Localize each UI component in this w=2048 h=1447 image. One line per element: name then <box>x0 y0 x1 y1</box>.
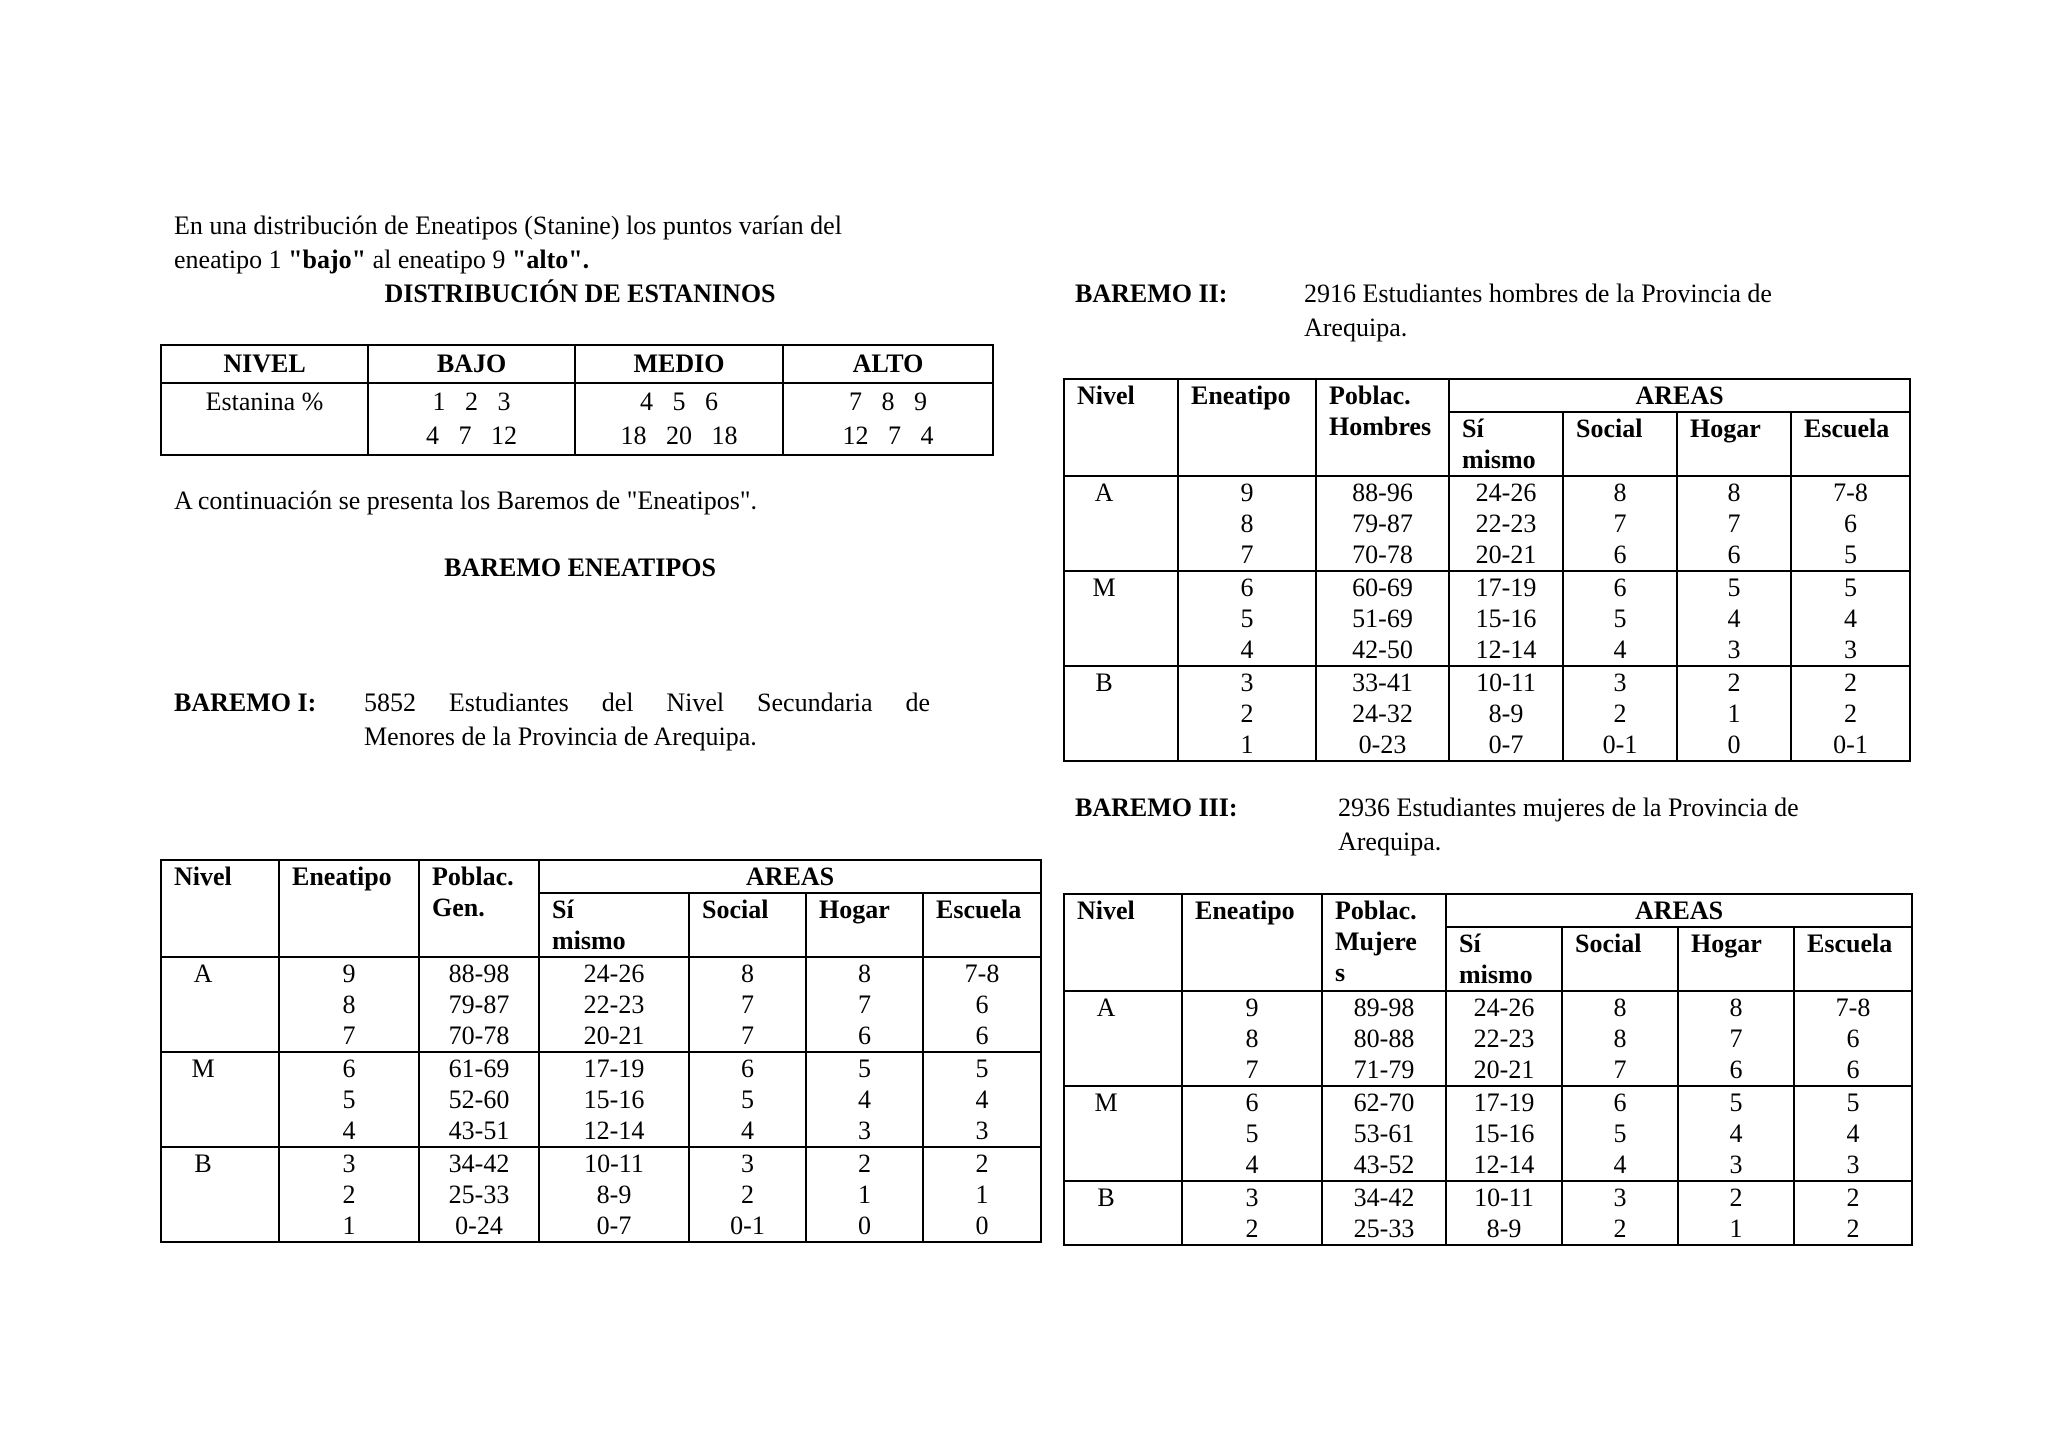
baremo2-cell-eneatipo: 7 <box>1178 539 1316 571</box>
baremo3-header-si: Sí <box>1459 929 1481 958</box>
stanine-header-nivel: NIVEL <box>161 345 368 383</box>
baremo3-cell-social: 6 <box>1562 1086 1678 1118</box>
baremo3-cell-escuela: 7-8 <box>1794 991 1912 1023</box>
intro-line-2-pre: eneatipo 1 <box>174 245 289 274</box>
baremo1-cell-poblacion: 0-24 <box>419 1210 539 1242</box>
stanine-row-label <box>161 383 368 455</box>
baremo1-cell-escuela: 6 <box>923 1020 1041 1052</box>
baremo1-header-mismo: mismo <box>552 926 626 955</box>
baremo1-cell-social: 3 <box>689 1147 806 1179</box>
baremo3-cell-si-mismo: 10-11 <box>1446 1181 1562 1213</box>
baremo2-cell-si-mismo: 8-9 <box>1449 698 1563 729</box>
baremo1-header-eneatipo: Eneatipo <box>279 860 419 957</box>
stanine-row-label-text: Estanina % <box>205 387 324 416</box>
baremo3-header-escuela: Escuela <box>1794 927 1912 991</box>
baremo2-cell-escuela: 7-8 <box>1791 476 1910 508</box>
baremo1-cell-poblacion: 25-33 <box>419 1179 539 1210</box>
baremo1-cell-eneatipo: 8 <box>279 989 419 1020</box>
baremo2-cell-eneatipo: 5 <box>1178 603 1316 634</box>
baremo1-cell-si-mismo: 10-11 <box>539 1147 689 1179</box>
baremo2-cell-eneatipo: 1 <box>1178 729 1316 761</box>
baremo1-label: BAREMO I: <box>174 688 317 717</box>
baremo1-cell-escuela: 2 <box>923 1147 1041 1179</box>
baremo1-header-poblacion <box>419 860 539 957</box>
baremo2-header-si: Sí <box>1462 414 1484 443</box>
baremo2-cell-social: 4 <box>1563 634 1677 666</box>
baremo3-cell-escuela: 4 <box>1794 1118 1912 1149</box>
baremo1-header-hogar: Hogar <box>806 893 923 957</box>
baremo2-cell-poblacion: 42-50 <box>1316 634 1449 666</box>
baremo2-cell-poblacion: 70-78 <box>1316 539 1449 571</box>
baremo3-table-row <box>1064 1181 1912 1213</box>
baremo2-header-row-1 <box>1064 379 1910 412</box>
baremo2-table <box>1063 378 1911 762</box>
baremo1-cell-poblacion: 79-87 <box>419 989 539 1020</box>
baremo2-cell-si-mismo: 17-19 <box>1449 571 1563 603</box>
baremo3-cell-eneatipo: 6 <box>1182 1086 1322 1118</box>
baremo3-cell-poblacion: 89-98 <box>1322 991 1446 1023</box>
baremo1-cell-eneatipo: 5 <box>279 1084 419 1115</box>
baremo2-label: BAREMO II: <box>1075 279 1228 308</box>
baremo1-cell-si-mismo: 22-23 <box>539 989 689 1020</box>
baremo3-cell-poblacion: 25-33 <box>1322 1213 1446 1245</box>
baremo2-cell-escuela: 2 <box>1791 698 1910 729</box>
baremo3-header-nivel: Nivel <box>1064 894 1182 991</box>
baremo2-cell-hogar: 3 <box>1677 634 1791 666</box>
baremo3-header-eneatipo: Eneatipo <box>1182 894 1322 991</box>
baremo3-table-row <box>1064 1023 1912 1054</box>
baremo1-cell-social: 7 <box>689 1020 806 1052</box>
baremo2-header-nivel: Nivel <box>1064 379 1178 476</box>
baremo2-header-poblacion-line-2: Hombres <box>1329 412 1432 441</box>
baremo3-cell-social: 8 <box>1562 991 1678 1023</box>
baremo3-cell-hogar: 8 <box>1678 991 1794 1023</box>
baremo1-desc-line-2: Menores de la Provincia de Arequipa. <box>364 722 757 751</box>
baremo2-header-poblacion-line-1: Poblac. <box>1329 381 1411 410</box>
baremo2-header-hogar: Hogar <box>1677 412 1791 476</box>
baremo2-header-poblacion <box>1316 379 1449 476</box>
baremo1-cell-eneatipo: 7 <box>279 1020 419 1052</box>
baremo1-header-poblacion-line-2: Gen. <box>432 893 485 922</box>
baremo3-cell-escuela: 6 <box>1794 1023 1912 1054</box>
baremo1-cell-social: 0-1 <box>689 1210 806 1242</box>
baremo1-cell-escuela: 5 <box>923 1052 1041 1084</box>
baremo2-cell-escuela: 6 <box>1791 508 1910 539</box>
baremo3-table-row <box>1064 1054 1912 1086</box>
stanine-alto-cell <box>783 383 993 455</box>
baremo1-header-poblacion-line-1: Poblac. <box>432 862 514 891</box>
baremo3-cell-social: 5 <box>1562 1118 1678 1149</box>
baremo1-cell-poblacion: 61-69 <box>419 1052 539 1084</box>
baremo3-cell-escuela: 3 <box>1794 1149 1912 1181</box>
baremo1-header-escuela: Escuela <box>923 893 1041 957</box>
baremo3-header-poblacion-line-1: Poblac. <box>1335 896 1417 925</box>
baremo3-cell-social: 4 <box>1562 1149 1678 1181</box>
baremo3-cell-si-mismo: 24-26 <box>1446 991 1562 1023</box>
baremo1-cell-escuela: 0 <box>923 1210 1041 1242</box>
baremo2-header-escuela: Escuela <box>1791 412 1910 476</box>
baremo1-cell-poblacion: 34-42 <box>419 1147 539 1179</box>
baremo2-cell-si-mismo: 22-23 <box>1449 508 1563 539</box>
baremo2-table-row <box>1064 634 1910 666</box>
baremo1-cell-hogar: 8 <box>806 957 923 989</box>
baremo3-header-row-1 <box>1064 894 1912 927</box>
stanine-alto-percents: 12 7 4 <box>842 421 934 450</box>
baremo1-cell-social: 8 <box>689 957 806 989</box>
baremo1-header-si-mismo <box>539 893 689 957</box>
baremo3-level-A: A <box>1064 991 1182 1086</box>
baremo1-cell-hogar: 2 <box>806 1147 923 1179</box>
baremo1-cell-hogar: 6 <box>806 1020 923 1052</box>
baremo1-cell-si-mismo: 12-14 <box>539 1115 689 1147</box>
baremo1-cell-hogar: 7 <box>806 989 923 1020</box>
baremo2-table-row <box>1064 508 1910 539</box>
baremo1-table-row <box>161 1020 1041 1052</box>
baremo1-cell-eneatipo: 9 <box>279 957 419 989</box>
baremo2-header-eneatipo: Eneatipo <box>1178 379 1316 476</box>
baremo3-cell-si-mismo: 15-16 <box>1446 1118 1562 1149</box>
baremo2-cell-escuela: 0-1 <box>1791 729 1910 761</box>
stanine-alto-stanines: 7 8 9 <box>849 387 927 416</box>
baremo1-cell-escuela: 3 <box>923 1115 1041 1147</box>
baremo2-desc-line-2: Arequipa. <box>1304 313 1408 342</box>
baremo1-desc-line-1: 5852 Estudiantes del Nivel Secundaria de <box>364 688 930 717</box>
baremo3-cell-eneatipo: 7 <box>1182 1054 1322 1086</box>
baremo3-cell-hogar: 3 <box>1678 1149 1794 1181</box>
baremo3-cell-social: 3 <box>1562 1181 1678 1213</box>
baremo1-table <box>160 859 1042 1243</box>
baremo3-cell-escuela: 5 <box>1794 1086 1912 1118</box>
baremo1-cell-poblacion: 70-78 <box>419 1020 539 1052</box>
baremo1-table-row <box>161 957 1041 989</box>
baremo3-cell-poblacion: 80-88 <box>1322 1023 1446 1054</box>
continuation-text: A continuación se presenta los Baremos de "Eneatipos". <box>174 486 757 515</box>
baremo3-table-row <box>1064 1086 1912 1118</box>
stanine-data-row <box>161 383 993 455</box>
baremo3-table-row <box>1064 1213 1912 1245</box>
baremo2-cell-escuela: 4 <box>1791 603 1910 634</box>
baremo1-cell-escuela: 7-8 <box>923 957 1041 989</box>
baremo3-cell-eneatipo: 9 <box>1182 991 1322 1023</box>
baremo1-cell-hogar: 0 <box>806 1210 923 1242</box>
baremo2-cell-social: 3 <box>1563 666 1677 698</box>
baremo3-cell-si-mismo: 12-14 <box>1446 1149 1562 1181</box>
stanine-header-bajo: BAJO <box>368 345 575 383</box>
stanine-medio-cell <box>575 383 783 455</box>
baremo1-cell-social: 4 <box>689 1115 806 1147</box>
baremo1-cell-eneatipo: 3 <box>279 1147 419 1179</box>
baremo1-table-row <box>161 989 1041 1020</box>
baremo2-cell-eneatipo: 3 <box>1178 666 1316 698</box>
stanine-bajo-cell <box>368 383 575 455</box>
baremo3-cell-si-mismo: 22-23 <box>1446 1023 1562 1054</box>
baremo2-cell-si-mismo: 10-11 <box>1449 666 1563 698</box>
stanine-header-medio: MEDIO <box>575 345 783 383</box>
baremo1-cell-escuela: 6 <box>923 989 1041 1020</box>
baremo1-header-row-1 <box>161 860 1041 893</box>
baremo2-cell-hogar: 2 <box>1677 666 1791 698</box>
baremo2-cell-hogar: 7 <box>1677 508 1791 539</box>
baremo2-cell-poblacion: 79-87 <box>1316 508 1449 539</box>
baremo3-level-B: B <box>1064 1181 1182 1245</box>
baremo2-cell-poblacion: 88-96 <box>1316 476 1449 508</box>
stanine-medio-stanines: 4 5 6 <box>640 387 718 416</box>
baremo-title: BAREMO ENEATIPOS <box>444 553 716 582</box>
baremo2-cell-social: 2 <box>1563 698 1677 729</box>
baremo3-cell-poblacion: 34-42 <box>1322 1181 1446 1213</box>
baremo2-cell-social: 0-1 <box>1563 729 1677 761</box>
baremo2-table-row <box>1064 666 1910 698</box>
baremo3-table-row <box>1064 1149 1912 1181</box>
baremo1-table-row <box>161 1147 1041 1179</box>
baremo1-level-A: A <box>161 957 279 1052</box>
baremo2-cell-social: 5 <box>1563 603 1677 634</box>
baremo2-cell-escuela: 5 <box>1791 571 1910 603</box>
baremo3-header-poblacion-line-3: s <box>1335 958 1346 987</box>
baremo1-cell-eneatipo: 4 <box>279 1115 419 1147</box>
baremo2-cell-social: 6 <box>1563 571 1677 603</box>
baremo2-cell-eneatipo: 8 <box>1178 508 1316 539</box>
intro-paragraph <box>174 209 944 277</box>
baremo3-cell-social: 2 <box>1562 1213 1678 1245</box>
baremo3-desc-line-1: 2936 Estudiantes mujeres de la Provincia de <box>1338 793 1799 822</box>
baremo2-level-B: B <box>1064 666 1178 761</box>
baremo1-table-row <box>161 1115 1041 1147</box>
baremo2-cell-hogar: 5 <box>1677 571 1791 603</box>
intro-line-2-mid: al eneatipo 9 <box>366 245 512 274</box>
baremo2-cell-poblacion: 33-41 <box>1316 666 1449 698</box>
baremo3-cell-eneatipo: 5 <box>1182 1118 1322 1149</box>
baremo1-cell-si-mismo: 24-26 <box>539 957 689 989</box>
baremo1-cell-hogar: 1 <box>806 1179 923 1210</box>
baremo1-cell-escuela: 1 <box>923 1179 1041 1210</box>
baremo1-cell-eneatipo: 1 <box>279 1210 419 1242</box>
baremo2-header-mismo: mismo <box>1462 445 1536 474</box>
distribution-title: DISTRIBUCIÓN DE ESTANINOS <box>384 279 776 308</box>
stanine-medio-percents: 18 20 18 <box>620 421 738 450</box>
baremo2-table-row <box>1064 476 1910 508</box>
baremo3-cell-eneatipo: 3 <box>1182 1181 1322 1213</box>
baremo2-table-row <box>1064 571 1910 603</box>
baremo2-cell-escuela: 3 <box>1791 634 1910 666</box>
baremo3-cell-poblacion: 43-52 <box>1322 1149 1446 1181</box>
baremo2-cell-eneatipo: 2 <box>1178 698 1316 729</box>
baremo1-cell-hogar: 4 <box>806 1084 923 1115</box>
baremo2-desc-line-1: 2916 Estudiantes hombres de la Provincia de <box>1304 279 1772 308</box>
baremo1-table-row <box>161 1084 1041 1115</box>
baremo3-cell-si-mismo: 8-9 <box>1446 1213 1562 1245</box>
baremo2-cell-poblacion: 0-23 <box>1316 729 1449 761</box>
stanine-bajo-stanines: 1 2 3 <box>432 387 511 416</box>
baremo3-cell-si-mismo: 20-21 <box>1446 1054 1562 1086</box>
baremo1-header-social: Social <box>689 893 806 957</box>
baremo2-header-social: Social <box>1563 412 1677 476</box>
baremo3-header-social: Social <box>1562 927 1678 991</box>
baremo1-cell-poblacion: 52-60 <box>419 1084 539 1115</box>
stanine-header-alto: ALTO <box>783 345 993 383</box>
baremo2-table-row <box>1064 539 1910 571</box>
baremo1-cell-si-mismo: 20-21 <box>539 1020 689 1052</box>
baremo2-cell-si-mismo: 0-7 <box>1449 729 1563 761</box>
baremo1-cell-hogar: 5 <box>806 1052 923 1084</box>
baremo3-cell-poblacion: 62-70 <box>1322 1086 1446 1118</box>
baremo2-cell-hogar: 6 <box>1677 539 1791 571</box>
baremo2-cell-escuela: 5 <box>1791 539 1910 571</box>
baremo1-cell-si-mismo: 0-7 <box>539 1210 689 1242</box>
baremo2-cell-si-mismo: 20-21 <box>1449 539 1563 571</box>
baremo1-cell-social: 5 <box>689 1084 806 1115</box>
baremo1-table-row <box>161 1179 1041 1210</box>
baremo3-cell-poblacion: 53-61 <box>1322 1118 1446 1149</box>
baremo3-cell-eneatipo: 4 <box>1182 1149 1322 1181</box>
baremo2-cell-social: 7 <box>1563 508 1677 539</box>
intro-line-2 <box>174 243 944 277</box>
baremo1-cell-si-mismo: 17-19 <box>539 1052 689 1084</box>
baremo1-cell-social: 7 <box>689 989 806 1020</box>
baremo3-cell-escuela: 2 <box>1794 1181 1912 1213</box>
baremo1-cell-social: 2 <box>689 1179 806 1210</box>
baremo3-cell-hogar: 5 <box>1678 1086 1794 1118</box>
baremo3-header-poblacion <box>1322 894 1446 991</box>
baremo3-label: BAREMO III: <box>1075 793 1238 822</box>
baremo3-table <box>1063 893 1913 1246</box>
baremo1-level-M: M <box>161 1052 279 1147</box>
baremo2-cell-hogar: 0 <box>1677 729 1791 761</box>
baremo2-cell-escuela: 2 <box>1791 666 1910 698</box>
baremo2-level-A: A <box>1064 476 1178 571</box>
baremo2-table-row <box>1064 698 1910 729</box>
baremo3-header-si-mismo <box>1446 927 1562 991</box>
baremo1-cell-hogar: 3 <box>806 1115 923 1147</box>
baremo1-cell-social: 6 <box>689 1052 806 1084</box>
stanine-table <box>160 344 994 456</box>
baremo3-header-mismo: mismo <box>1459 960 1533 989</box>
baremo3-desc-line-2: Arequipa. <box>1338 827 1442 856</box>
baremo3-cell-hogar: 6 <box>1678 1054 1794 1086</box>
stanine-bajo-percents: 4 7 12 <box>426 421 517 450</box>
baremo1-cell-si-mismo: 15-16 <box>539 1084 689 1115</box>
baremo1-cell-escuela: 4 <box>923 1084 1041 1115</box>
baremo3-header-areas: AREAS <box>1446 894 1912 927</box>
baremo3-cell-si-mismo: 17-19 <box>1446 1086 1562 1118</box>
baremo2-cell-hogar: 4 <box>1677 603 1791 634</box>
baremo2-header-si-mismo <box>1449 412 1563 476</box>
baremo2-cell-si-mismo: 24-26 <box>1449 476 1563 508</box>
baremo2-cell-eneatipo: 9 <box>1178 476 1316 508</box>
baremo1-header-si: Sí <box>552 895 574 924</box>
baremo2-level-M: M <box>1064 571 1178 666</box>
baremo2-cell-social: 6 <box>1563 539 1677 571</box>
baremo3-table-row <box>1064 991 1912 1023</box>
baremo2-cell-si-mismo: 12-14 <box>1449 634 1563 666</box>
intro-bajo: "bajo" <box>288 245 367 274</box>
baremo1-cell-si-mismo: 8-9 <box>539 1179 689 1210</box>
baremo3-cell-hogar: 1 <box>1678 1213 1794 1245</box>
baremo1-header-areas: AREAS <box>539 860 1041 893</box>
baremo1-cell-eneatipo: 2 <box>279 1179 419 1210</box>
baremo2-cell-hogar: 8 <box>1677 476 1791 508</box>
baremo3-cell-eneatipo: 2 <box>1182 1213 1322 1245</box>
baremo2-cell-social: 8 <box>1563 476 1677 508</box>
baremo3-header-hogar: Hogar <box>1678 927 1794 991</box>
baremo2-cell-poblacion: 51-69 <box>1316 603 1449 634</box>
baremo2-cell-poblacion: 24-32 <box>1316 698 1449 729</box>
baremo1-cell-eneatipo: 6 <box>279 1052 419 1084</box>
baremo3-cell-hogar: 2 <box>1678 1181 1794 1213</box>
intro-alto: "alto". <box>511 245 590 274</box>
baremo3-table-row <box>1064 1118 1912 1149</box>
baremo3-cell-hogar: 4 <box>1678 1118 1794 1149</box>
baremo1-level-B: B <box>161 1147 279 1242</box>
baremo1-cell-poblacion: 88-98 <box>419 957 539 989</box>
baremo2-cell-poblacion: 60-69 <box>1316 571 1449 603</box>
baremo2-table-row <box>1064 603 1910 634</box>
baremo3-cell-social: 8 <box>1562 1023 1678 1054</box>
baremo1-table-row <box>161 1052 1041 1084</box>
baremo3-cell-escuela: 2 <box>1794 1213 1912 1245</box>
baremo3-cell-hogar: 7 <box>1678 1023 1794 1054</box>
baremo1-header-nivel: Nivel <box>161 860 279 957</box>
baremo3-cell-social: 7 <box>1562 1054 1678 1086</box>
intro-line-1: En una distribución de Eneatipos (Stanine) los puntos varían del <box>174 211 842 240</box>
baremo1-cell-poblacion: 43-51 <box>419 1115 539 1147</box>
baremo3-level-M: M <box>1064 1086 1182 1181</box>
baremo2-table-row <box>1064 729 1910 761</box>
baremo3-cell-eneatipo: 8 <box>1182 1023 1322 1054</box>
baremo2-header-areas: AREAS <box>1449 379 1910 412</box>
baremo2-cell-si-mismo: 15-16 <box>1449 603 1563 634</box>
baremo3-header-poblacion-line-2: Mujere <box>1335 927 1417 956</box>
baremo2-cell-eneatipo: 4 <box>1178 634 1316 666</box>
baremo2-cell-eneatipo: 6 <box>1178 571 1316 603</box>
baremo1-table-row <box>161 1210 1041 1242</box>
baremo2-cell-hogar: 1 <box>1677 698 1791 729</box>
baremo3-cell-escuela: 6 <box>1794 1054 1912 1086</box>
baremo3-cell-poblacion: 71-79 <box>1322 1054 1446 1086</box>
stanine-header-row <box>161 345 993 383</box>
